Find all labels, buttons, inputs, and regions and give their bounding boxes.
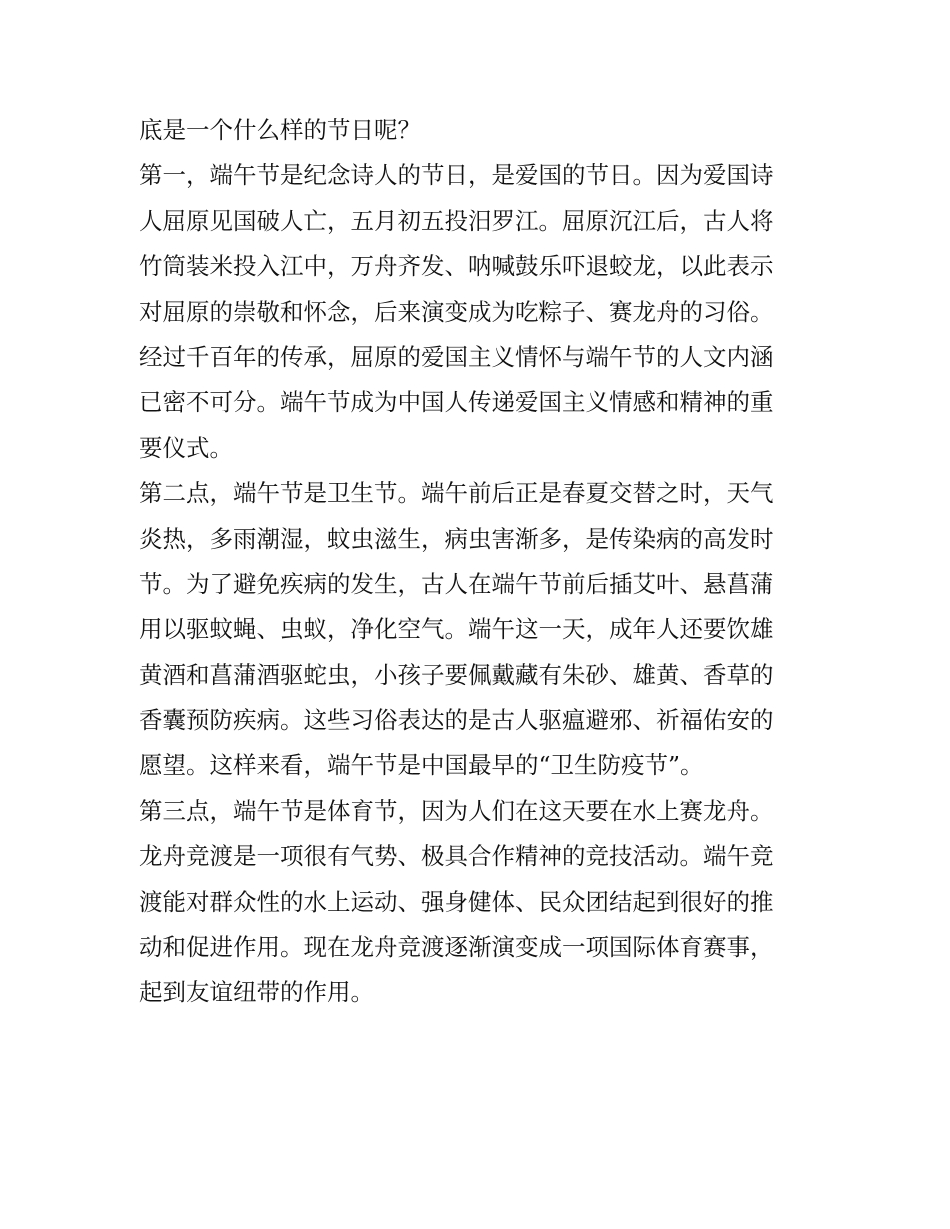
text-line: 已密不可分。端午节成为中国人传递爱国主义情感和精神的重	[139, 388, 774, 417]
text-line: 起到友谊纽带的作用。	[139, 978, 374, 1007]
text-line: 底是一个什么样的节日呢？	[139, 116, 421, 144]
text-line: 第三点，端午节是体育节，因为人们在这天要在水上赛龙舟。	[139, 796, 774, 825]
body-text	[139, 108, 819, 1016]
text-line: 要仪式。	[139, 433, 233, 462]
text-line: 对屈原的崇敬和怀念，后来演变成为吃粽子、赛龙舟的习俗。	[139, 297, 774, 326]
text-line: 黄酒和菖蒲酒驱蛇虫，小孩子要佩戴藏有朱砂、雄黄、香草的	[139, 660, 774, 689]
text-line: 渡能对群众性的水上运动、强身健体、民众团结起到很好的推	[139, 887, 774, 916]
text-line: 竹筒装米投入江中，万舟齐发、呐喊鼓乐吓退蛟龙，以此表示	[139, 252, 774, 281]
text-line: 龙舟竞渡是一项很有气势、极具合作精神的竞技活动。端午竞	[139, 842, 774, 871]
text-line: 人屈原见国破人亡，五月初五投汨罗江。屈原沉江后，古人将	[139, 206, 774, 235]
text-line: 节。为了避免疾病的发生，古人在端午节前后插艾叶、悬菖蒲	[139, 569, 774, 598]
text-line: 第一，端午节是纪念诗人的节日，是爱国的节日。因为爱国诗	[139, 161, 774, 190]
text-line: 动和促进作用。现在龙舟竞渡逐渐演变成一项国际体育赛事，	[139, 933, 774, 962]
text-line: 香囊预防疾病。这些习俗表达的是古人驱瘟避邪、祈福佑安的	[139, 706, 774, 735]
text-line: 愿望。这样来看，端午节是中国最早的“卫生防疫节”。	[139, 751, 704, 780]
text-line: 第二点，端午节是卫生节。端午前后正是春夏交替之时，天气	[139, 479, 774, 508]
text-line: 用以驱蚊蝇、虫蚁，净化空气。端午这一天，成年人还要饮雄	[139, 615, 774, 644]
text-line: 炎热，多雨潮湿，蚊虫滋生，病虫害渐多，是传染病的高发时	[139, 524, 774, 553]
text-line: 经过千百年的传承，屈原的爱国主义情怀与端午节的人文内涵	[139, 342, 774, 371]
